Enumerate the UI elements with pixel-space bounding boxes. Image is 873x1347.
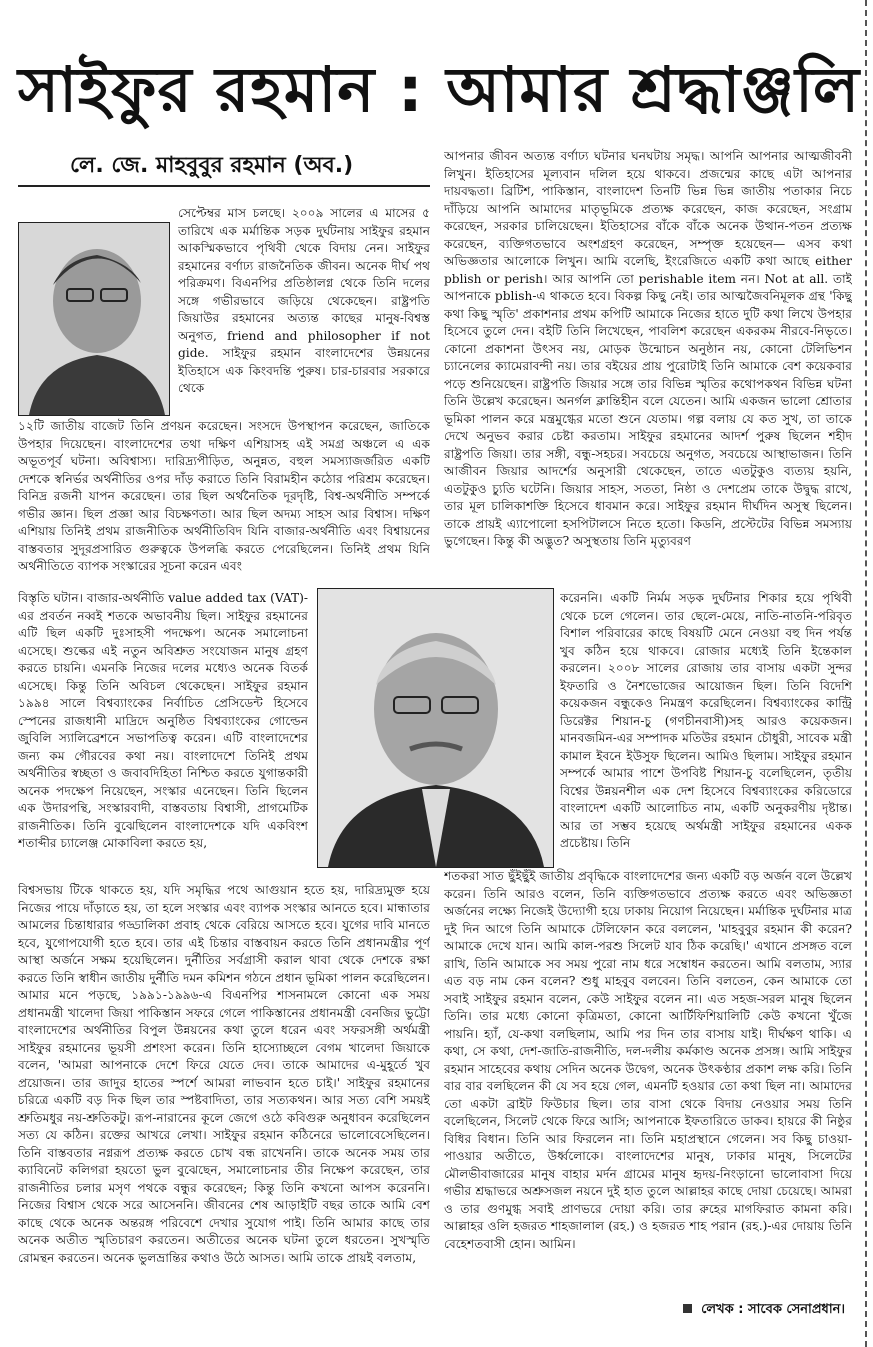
column-left-bottom [18,882,430,1314]
column-right-bottom [444,868,852,1296]
author-photo [18,222,170,416]
signature-text: সাবেক সেনাপ্রধান। [748,1302,845,1317]
subject-photo [317,588,554,868]
paragraph: বিশ্বসভায় টিকে থাকতে হয়, যদি সমৃদ্ধির পথে আগুয়ান হতে হয়, দারিদ্র্যমুক্ত হয়ে নিজের পায়ে দাঁড়াতে হয়, তা হলে সংস্কার এবং ব্যাপক সংস্কার আনতে হবে। মান্ধাতার আমলের চিন্তাধারার গড্ডালিকা প্রবাহ থেকে বেরিয়ে আসতে হবে। যুগের দাবি মানতে হবে, যুগোপযোগী হতে হবে। তার এই চিন্তার বাস্তবায়ন করতে তিনি প্রধানমন্ত্রীর পূর্ণ আস্থা অর্জনে সক্ষম হয়েছিলেন। দুর্নীতির সর্বগ্রাসী করাল থাবা থেকে দেশকে রক্ষা করতে তিনি স্বাধীন জাতীয় দুর্নীতি দমন কমিশন গঠনে প্রধান ভূমিকা পালন করেছিলেন। আমার মনে পড়ছে, ১৯৯১-১৯৯৬-এ বিএনপির শাসনামলে কোনো এক সময় প্রধানমন্ত্রী খালেদা জিয়া পাকিস্তান সফরে গেলে পাকিস্তানের প্রধানমন্ত্রী বেনজির ভুট্টো বাংলাদেশের অর্থনীতির বিপুল উন্নয়নের কথা তুলে ধরেন এবং সফরসঙ্গী অর্থমন্ত্রী সাইফুর রহমানের ভূয়সী প্রশংসা করেন। তিনি হাস্যোচ্ছলে বেগম খালেদা জিয়াকে বলেন, 'আমরা আপনাকে দেশে ফিরে যেতে দেব। তাকে আমাদের এ-মুহূর্তে খুব প্রয়োজন। তার জাদুর হাতের স্পর্শে আমরা লাভবান হতে চাই।' সাইফুর রহমানের চরিত্রে একটি বড় দিক ছিল তার স্পষ্টবাদিতা, তার সত্যকথন। আর সত্য বেশি সময়ই শ্রুতিমধুর নয়-শ্রুতিকটু। রূপ-নারানের কূলে জেগে ওঠে কবিগুরু অনুধাবন করেছিলেন সত্য যে কঠিন। রক্তের আখরে লেখা। সাইফুর রহমান কঠিনেরে ভালোবেসেছিলেন। তিনি বাস্তবতার নগ্নরূপ প্রত্যক্ষ করতে চোখ বন্ধ রাখেননি। তাকে অনেক সময় তার ক্যাবিনেট কলিগরা হয়তো ভুল বুঝেছেন, সমালোচনার তীর নিক্ষেপ করেছেন, তার রাজনীতির চলার মসৃণ পথকে বন্ধুর করেছেন; কিন্তু তিনি কখনো আপস করেননি। নিজের বিশ্বাস থেকে সরে আসেননি। জীবনের শেষ আড়াইটি বছর তাকে আমি বেশ কাছে থেকে অনেক অন্তরঙ্গ পরিবেশে দেখার সুযোগ পাই। তিনি আমার কাছে তার অনেক অতীত স্মৃতিচারণ করতেন। অতীতের অনেক ঘটনা তুলে ধরতেন। সুখস্মৃতি রোমন্থন করতেন। অনেক ভুলভ্রান্তির কথাও উঠে আসত। আমি তাকে প্রায়ই বলতাম, [18,883,430,1265]
paragraph: সেপ্টেম্বর মাস চলছে। ২০০৯ সালের এ মাসের ৫ তারিখে এক মর্মান্তিক সড়ক দুর্ঘটনায় সাইফুর রহমান আকস্মিকভাবে পৃথিবী থেকে বিদায় নেন। সাইফুর রহমানের বর্ণাঢ্য রাজনৈতিক জীবন। অনেক দীর্ঘ পথ পরিক্রমণ। বিএনপির প্রতিষ্ঠালগ্ন থেকে তিনি দলের সঙ্গে গভীরভাবে জড়িয়ে থেকেছেন। রাষ্ট্রপতি জিয়াউর রহমানের অত্যন্ত কাছের মানুষ-বিশ্বস্ত অনুগত, friend and philosopher if not gide. সাইফুর রহমান বাংলাদেশের উন্নয়নের ইতিহাসে এক কিংবদন্তি পুরুষ। চার-চারবার সরকারে থেকে [178,206,430,395]
column-right-top [444,148,852,588]
signature-label: লেখক : [701,1302,744,1317]
author-signature [683,1300,845,1321]
cut-line [865,0,867,1347]
column-left-narrow [18,590,308,880]
paragraph: আপনার জীবন অত্যন্ত বর্ণাঢ্য ঘটনার ঘনঘটায় সমৃদ্ধ। আপনি আপনার আত্মজীবনী লিখুন। ইতিহাসের মূল্যবান দলিল হয়ে থাকবে। প্রজন্মের কাছে এটা আপনার দায়বদ্ধতা। ব্রিটিশ, পাকিস্তান, বাংলাদেশ তিনটি ভিন্ন ভিন্ন জাতীয় পতাকার নিচে দাঁড়িয়ে আপনি আমাদের মাতৃভূমিকে প্রত্যক্ষ করেছেন, কাজ করেছেন, সংগ্রাম করেছেন, সরকার চালিয়েছেন। ইতিহাসের বাঁকে বাঁকে অনেক উত্থান-পতন প্রত্যক্ষ করেছেন, ব্যক্তিগতভাবে অংশগ্রহণ করেছেন, সম্পৃক্ত হয়েছেন— এসব কথা অভিজ্ঞতার আলোকে লিখুন। আমি বলেছি, ইংরেজিতে একটি কথা আছে either pblish or perish। আর আপনি তো perishable item নন। Not at all. তাই আপনাকে pblish-এ থাকতে হবে। বিকল্প কিছু নেই। তার আত্মজৈবনিমূলক গ্রন্থ 'কিছু কথা কিছু স্মৃতি' প্রকাশনার প্রথম কপিটি আমাকে নিজের হাতে দুটি কথা লিখে উপহার হিসেবে তুলে দেন। বইটি তিনি লিখেছেন, পাবলিশ করেছেন একরকম নীরবে-নিভৃতে। কোনো প্রকাশনা উৎসব নয়, মোড়ক উন্মোচন অনুষ্ঠান নয়, কোনো টেলিভিশন চ্যানেলের ক্যামেরাবন্দী নয়। তার বইয়ের প্রায় পুরোটাই তিনি আমাকে বেশ কয়েকবার পড়ে শুনিয়েছেন। রাষ্ট্রপতি জিয়ার সঙ্গে তার বিভিন্ন স্মৃতির কথোপকথন বিভিন্ন ঘটনা তিনি উল্লেখ করেছেন। অনর্গল ক্লান্তিহীন বলে যেতেন। আমি একজন ভালো শ্রোতার ভূমিকা পালন করে মন্ত্রমুগ্ধের মতো শুনে যেতাম। গল্প বলায় যে কত সুখ, তা তাকে দেখে অনুভব করার চেষ্টা করতাম। সাইফুর রহমানের আদর্শ পুরুষ ছিলেন শহীদ রাষ্ট্রপতি জিয়া। তার সঙ্গী, বন্ধু-সহচর। সবচেয়ে অনুগত, সবচেয়ে আস্থাভাজন। তিনি আজীবন জিয়ার আদর্শের অনুসারী থেকেছেন, তাতে এতটুকুও ব্যত্যয় হয়নি, এতটুকুও চ্যুতি ঘটেনি। জিয়ার সাহস, সততা, নিষ্ঠা ও দেশপ্রেম তাকে উদ্বুদ্ধ রাখে, তার মূল চালিকাশক্তি হিসেবে ধাবমান করে। সাইফুর রহমান দীর্ঘদিন অসুস্থ ছিলেন। তাকে প্রায়ই এ্যাপোলো হসপিটালসে নিতে হতো। কিডনি, প্রস্টেটের বিভিন্ন সমস্যায় ভুগেছেন। কিন্তু কী অদ্ভুত? অসুস্থতায় তিনি মৃত্যুবরণ [444,149,852,548]
author-photo-image [19,223,169,415]
paragraph: ১২টি জাতীয় বাজেট তিনি প্রণয়ন করেছেন। সংসদে উপস্থাপন করেছেন, জাতিকে উপহার দিয়েছেন। বাংলাদেশের তথা দক্ষিণ এশিয়াসহ এই সমগ্র অঞ্চলে এ এক অভূতপূর্ব ঘটনা। অবিশ্বাস্য। দারিদ্র্যপীড়িত, অনুন্নত, বহুল সমস্যাজর্জরিত একটি দেশকে স্বনির্ভর অর্থনীতির ওপর দাঁড় করাতে তিনি বিরামহীন কঠোর পরিশ্রম করেছেন। বিনিদ্র রজনী যাপন করেছেন। তার ছিল অর্থনৈতিক দূরদৃষ্টি, বিশ্ব-অর্থনীতি সম্পর্কে গভীর জ্ঞান। ছিল প্রজ্ঞা আর বিচক্ষণতা। আর ছিল অদম্য সাহস আর বিশ্বাস। দক্ষিণ এশিয়ায় তিনিই প্রথম রাজনীতিক অর্থনীতিবিদ যিনি বাজার-অর্থনীতি এবং বিশ্বায়নের বাস্তবতার সুদূরপ্রসারিত গুরুত্বকে উপলব্ধি করতে পেরেছিলেন। তিনিই প্রথম যিনি অর্থনীতিতে ব্যাপক সংস্কারের সূচনা করেন এবং [18,419,430,573]
paragraph: করেননি। একটি নির্মম সড়ক দুর্ঘটনার শিকার হয়ে পৃথিবী থেকে চলে গেলেন। তার ছেলে-মেয়ে, নাতি-নাতনি-পরিবৃত বিশাল পরিবারের কাছে বিষয়টি মেনে নেওয়া বহু দিন পর্যন্ত খুব কঠিন হয়ে থাকবে। রোজার মধ্যেই তিনি ইন্তেকাল করলেন। ২০০৮ সালের রোজায় তার বাসায় একটা সুন্দর ইফতারি ও নৈশভোজের আয়োজন ছিল। তিনি বিদেশি কয়েকজন বন্ধুকেও নিমন্ত্রণ করেছিলেন। বিশ্বব্যাংকের কান্ট্রি ডিরেক্টর শিয়ান-চু (গণচীনবাসী)সহ আরও কয়েকজন। মানবজমিন-এর সম্পাদক মতিউর রহমান চৌধুরী, সাবেক মন্ত্রী কামাল ইবনে ইউসুফ ছিলেন। আমিও ছিলাম। সাইফুর রহমান সম্পর্কে আমার পাশে উপবিষ্ট শিয়ান-চু বলেছিলেন, তৃতীয় বিশ্বের উন্নয়নশীল এক দেশ হিসেবে বিশ্বব্যাংকের করিডোরে বাংলাদেশ একটি আলোচিত নাম, একটি অনুকরণীয় দৃষ্টান্ত। আর তা সম্ভব হয়েছে অর্থমন্ত্রী সাইফুর রহমানের একক প্রচেষ্টায়। তিনি [560,591,852,850]
column-right-narrow [560,590,852,866]
byline: লে. জে. মাহবুবুর রহমান (অব.) [70,153,354,178]
headline: সাইফুর রহমান : আমার শ্রদ্ধাঞ্জলি [18,53,861,126]
square-bullet-icon [683,1304,692,1313]
byline-rule [18,185,430,187]
column-left-mid [18,418,430,588]
paragraph: বিস্তৃতি ঘটান। বাজার-অর্থনীতি value added tax (VAT)-এর প্রবর্তন নব্বই শতকে অভাবনীয় ছিল। সাইফুর রহমানের এটি ছিল একটি দুঃসাহসী পদক্ষেপ। অনেক সমালোচনা এসেছে। শুল্কের এই নতুন অবিশ্রুত সংযোজন মানুষ গ্রহণ করতে চায়নি। এমনকি নিজের দলের মধ্যেও অনেক বিতর্ক এসেছে। কিন্তু তিনি অবিচল থেকেছেন। সাইফুর রহমান ১৯৯৪ সালে বিশ্বব্যাংকের নির্বাচিত প্রেসিডেন্ট হিসেবে স্পেনের রাজধানী মাদ্রিদে অনুষ্ঠিত বিশ্বব্যাংকের গোল্ডেন জুবিলি স্যালিব্রেশনে সভাপতিত্ব করেন। এটি বাংলাদেশের জন্য কম গৌরবের কথা নয়। বাংলাদেশে তিনিই প্রথম অর্থনীতির স্বচ্ছতা ও জবাবদিহিতা নিশ্চিত করতে যুগান্তকারী অনেক পদক্ষেপ নিয়েছেন, সংস্কার এনেছেন। তিনি ছিলেন এক উদারপন্থি, সংস্কারবাদী, বাস্তবতায় বিশ্বাসী, প্রাগমেটিক রাজনীতিক। তিনি বুঝেছিলেন বাংলাদেশকে যদি একবিংশ শতাব্দীর চ্যালেঞ্জ মোকাবিলা করতে হয়, [18,591,308,850]
paragraph: শতকরা সাত ছুঁইছুঁই জাতীয় প্রবৃদ্ধিকে বাংলাদেশের জন্য একটি বড় অর্জন বলে উল্লেখ করেন। তিনি আরও বলেন, তিনি ব্যক্তিগতভাবে প্রত্যক্ষ করতে এবং অভিজ্ঞতা অর্জনের লক্ষ্যে নিজেই উদ্যোগী হয়ে ঢাকায় নিয়োগ নিয়েছেন। মর্মান্তিক দুর্ঘটনার মাত্র দুই দিন আগে তিনি আমাকে টেলিফোন করে বললেন, 'মাহবুবুর রহমান কী করেন? আমাকে দেখে যান। আমি কাল-পরশু সিলেট যাব ঠিক করেছি।' এখানে প্রসঙ্গত বলে রাখি, তিনি আমাকে সব সময় পুরো নাম ধরে সম্বোধন করতেন। আমি বলতাম, স্যার এত বড় নাম কেন বলেন? শুধু মাহবুব বলবেন। তিনি বলতেন, কেন আমাকে তো সবাই সাইফুর রহমান বলেন, কেউ সাইফুর বলেন না। এত সহজ-সরল মানুষ ছিলেন তিনি। তার মধ্যে কোনো কৃত্রিমতা, কোনো আর্টিফিশিয়ালিটি কেউ কখনো খুঁজে পায়নি। হ্যাঁ, যে-কথা বলছিলাম, আমি পর দিন তার বাসায় যাই। দীর্ঘক্ষণ থাকি। এ কথা, সে কথা, দেশ-জাতি-রাজনীতি, দল-দলীয় কর্মকাণ্ড অনেক প্রসঙ্গ। আমি সাইফুর রহমান সাহেবের কথায় সেদিন অনেক উদ্বেগ, অনেক উৎকণ্ঠার প্রকাশ লক্ষ করি। তিনি বার বার বলছিলেন কী যে সব হয়ে গেল, এমনটি হওয়ার তো কথা ছিল না। আমাদের তো একটা ব্রাইট ফিউচার ছিল। তার বাসা থেকে বিদায় নেওয়ার সময় তিনি বলেছিলেন, সিলেট থেকে ফিরে আসি; আপনাকে ইফতারিতে ডাকব। হায়রে কী নিষ্ঠুর বিধির বিধান। তিনি আর ফিরলেন না। তিনি মহাপ্রস্থানে গেলেন। সব কিছু চাওয়া-পাওয়ার অতীতে, উর্ধ্বলোকে। বাংলাদেশের মানুষ, ঢাকার মানুষ, সিলেটের মৌলভীবাজারের মানুষ বাহার মর্দন গ্রামের মানুষ হৃদয়-নিংড়ানো ভালোবাসা দিয়ে গভীর শ্রদ্ধাভরে অশ্রুসজল নয়নে দুই হাত তুলে আল্লাহর কাছে দোয়া চেয়েছে। আমরা ও তার গুণমুগ্ধ সবাই প্রাণভরে দোয়া করি। তার রুহের মাগফিরাত কামনা করি। আল্লাহর ওলি হজরত শাহজালাল (রহ.) ও হজরত শাহ পরান (রহ.)-এর দোয়ায় তিনি বেহেশতবাসী হোন। আমিন। [444,869,852,1251]
column-left-top [178,205,430,417]
subject-photo-image [318,589,553,867]
